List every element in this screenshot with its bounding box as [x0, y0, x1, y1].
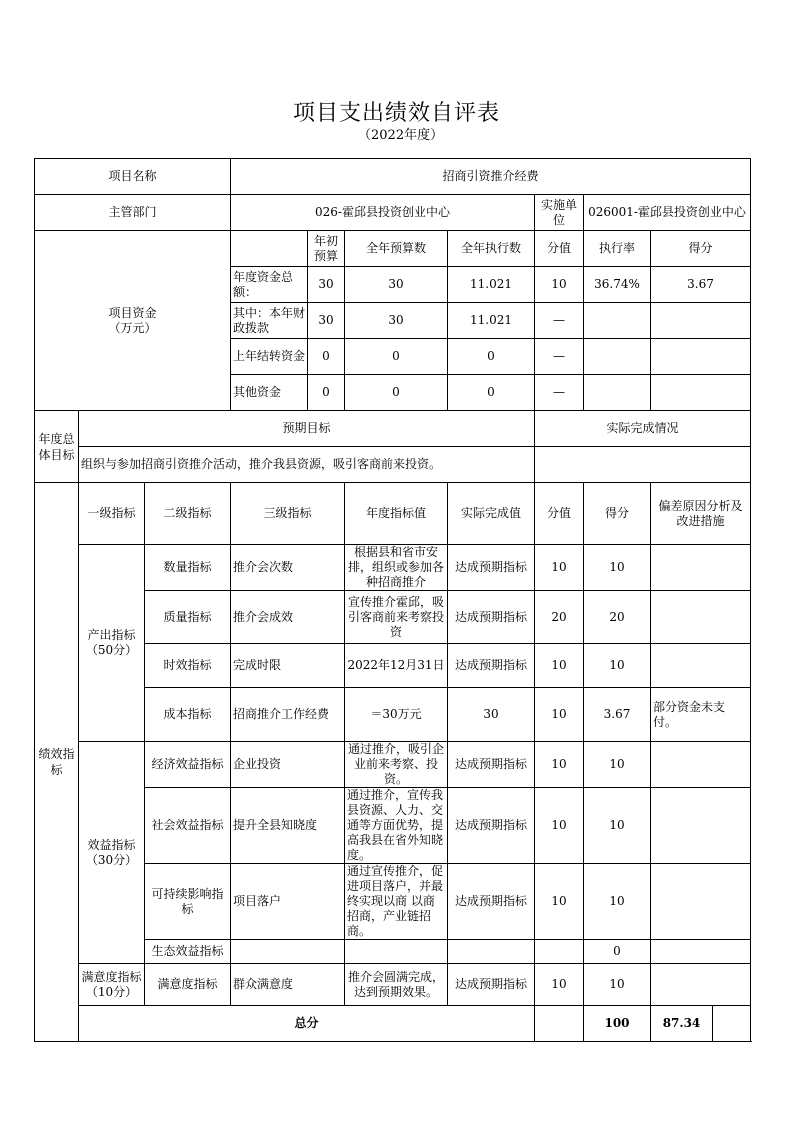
indicator-level2: 满意度指标 — [145, 964, 231, 1006]
perf-label: 绩效指标 — [35, 483, 79, 1042]
indicator-level3: 企业投资 — [231, 742, 345, 788]
output-group-label: 产出指标（50分） — [79, 545, 145, 742]
funds-header-annual: 全年预算数 — [345, 231, 448, 267]
goals-expected-label: 预期目标 — [79, 411, 535, 447]
perf-header-level2: 二级指标 — [145, 483, 231, 545]
indicator-score: 20 — [584, 591, 651, 644]
indicator-level3: 推介会次数 — [231, 545, 345, 591]
funds-row-initial: 30 — [308, 303, 345, 339]
total-score-value: 100 — [584, 1006, 651, 1042]
funds-row-score-value: — — [535, 303, 584, 339]
funds-row-annual: 0 — [345, 339, 448, 375]
indicator-score: 10 — [584, 644, 651, 688]
dept-label: 主管部门 — [35, 195, 231, 231]
funds-row-initial: 0 — [308, 375, 345, 411]
perf-header-deviation: 偏差原因分析及改进措施 — [651, 483, 751, 545]
perf-header-score-value: 分值 — [535, 483, 584, 545]
indicator-score-value: 10 — [535, 788, 584, 864]
indicator-score: 3.67 — [584, 688, 651, 742]
indicator-level3: 项目落户 — [231, 864, 345, 940]
indicator-score-value: 10 — [535, 545, 584, 591]
funds-row-executed: 0 — [448, 375, 535, 411]
perf-header-level3: 三级指标 — [231, 483, 345, 545]
perf-header-target: 年度指标值 — [345, 483, 448, 545]
perf-header-level1: 一级指标 — [79, 483, 145, 545]
indicator-deviation — [651, 591, 751, 644]
indicator-level3: 招商推介工作经费 — [231, 688, 345, 742]
funds-row-executed: 11.021 — [448, 267, 535, 303]
funds-row-executed: 11.021 — [448, 303, 535, 339]
indicator-target: 宣传推介霍邱，吸引客商前来考察投资 — [345, 591, 448, 644]
indicator-level2: 数量指标 — [145, 545, 231, 591]
indicator-score: 10 — [584, 788, 651, 864]
total-score: 87.34 — [651, 1006, 713, 1042]
indicator-deviation: 部分资金未支付。 — [651, 688, 751, 742]
indicator-deviation — [651, 864, 751, 940]
funds-label — [35, 231, 231, 411]
funds-header-score: 得分 — [651, 231, 751, 267]
indicator-level3: 推介会成效 — [231, 591, 345, 644]
indicator-deviation — [651, 788, 751, 864]
indicator-actual: 达成预期指标 — [448, 864, 535, 940]
indicator-level3 — [231, 940, 345, 964]
indicator-actual: 达成预期指标 — [448, 964, 535, 1006]
total-actual-blank — [535, 1006, 584, 1042]
funds-row-rate: 36.74% — [584, 267, 651, 303]
indicator-level2: 时效指标 — [145, 644, 231, 688]
indicator-score-value: 10 — [535, 688, 584, 742]
funds-header-executed: 全年执行数 — [448, 231, 535, 267]
self-evaluation-table — [34, 158, 751, 1042]
funds-row-rate — [584, 375, 651, 411]
indicator-target: 推介会圆满完成，达到预期效果。 — [345, 964, 448, 1006]
indicator-score: 0 — [584, 940, 651, 964]
indicator-level3: 提升全县知晓度 — [231, 788, 345, 864]
indicator-score-value: 10 — [535, 964, 584, 1006]
funds-row-initial: 0 — [308, 339, 345, 375]
funds-row-score — [651, 375, 751, 411]
goals-actual-text — [535, 447, 751, 483]
indicator-level2: 成本指标 — [145, 688, 231, 742]
indicator-target: 2022年12月31日 — [345, 644, 448, 688]
funds-row-annual: 30 — [345, 303, 448, 339]
indicator-score: 10 — [584, 864, 651, 940]
funds-label-text: 项目资金 — [108, 305, 157, 320]
impl-label: 实施单位 — [535, 195, 584, 231]
indicator-level3: 群众满意度 — [231, 964, 345, 1006]
total-label: 总分 — [79, 1006, 535, 1042]
impl-value: 026001-霍邱县投资创业中心 — [584, 195, 751, 231]
funds-header-rate: 执行率 — [584, 231, 651, 267]
satisfaction-group-label: 满意度指标（10分） — [79, 964, 145, 1006]
indicator-score: 10 — [584, 545, 651, 591]
indicator-score: 10 — [584, 964, 651, 1006]
page-subtitle: （2022年度） — [358, 128, 444, 143]
funds-row-score — [651, 339, 751, 375]
indicator-level2: 社会效益指标 — [145, 788, 231, 864]
page-title: 项目支出绩效自评表 — [292, 101, 500, 126]
funds-row-name: 年度资金总额： — [231, 267, 308, 303]
indicator-actual: 达成预期指标 — [448, 788, 535, 864]
indicator-level2: 可持续影响指标 — [145, 864, 231, 940]
indicator-target: 通过宣传推介，促进项目落户，并最终实现以商 以商招商，产业链招商。 — [345, 864, 448, 940]
indicator-target — [345, 940, 448, 964]
funds-header-initial: 年初预算 — [308, 231, 345, 267]
perf-header-score: 得分 — [584, 483, 651, 545]
funds-header-blank — [231, 231, 308, 267]
indicator-deviation — [651, 964, 751, 1006]
indicator-deviation — [651, 742, 751, 788]
indicator-actual: 达成预期指标 — [448, 591, 535, 644]
indicator-score: 10 — [584, 742, 651, 788]
funds-row-score-value: — — [535, 339, 584, 375]
perf-header-actual: 实际完成值 — [448, 483, 535, 545]
benefit-group-label: 效益指标（30分） — [79, 742, 145, 964]
funds-unit-text: （万元） — [108, 320, 157, 335]
total-deviation-blank — [713, 1006, 751, 1042]
funds-row-name: 其中：本年财政拨款 — [231, 303, 308, 339]
indicator-score-value: 10 — [535, 742, 584, 788]
indicator-level3: 完成时限 — [231, 644, 345, 688]
funds-row-score-value: 10 — [535, 267, 584, 303]
funds-row-annual: 0 — [345, 375, 448, 411]
indicator-target: 根据县和省市安排，组织或参加各种招商推介 — [345, 545, 448, 591]
goals-expected-text: 组织与参加招商引资推介活动，推介我县资源，吸引客商前来投资。 — [79, 447, 535, 483]
funds-row-name: 其他资金 — [231, 375, 308, 411]
funds-row-rate — [584, 339, 651, 375]
indicator-actual: 达成预期指标 — [448, 644, 535, 688]
indicator-deviation — [651, 644, 751, 688]
funds-row-initial: 30 — [308, 267, 345, 303]
project-name-label: 项目名称 — [35, 159, 231, 195]
indicator-level2: 生态效益指标 — [145, 940, 231, 964]
indicator-deviation — [651, 545, 751, 591]
indicator-score-value: 10 — [535, 864, 584, 940]
funds-row-score-value: — — [535, 375, 584, 411]
funds-row-score — [651, 303, 751, 339]
funds-row-name: 上年结转资金 — [231, 339, 308, 375]
indicator-score-value — [535, 940, 584, 964]
indicator-target: ＝30万元 — [345, 688, 448, 742]
indicator-score-value: 20 — [535, 591, 584, 644]
goals-actual-label: 实际完成情况 — [535, 411, 751, 447]
indicator-level2: 质量指标 — [145, 591, 231, 644]
indicator-target: 通过推介，宣传我县资源、人力、交通等方面优势，提高我县在省外知晓度。 — [345, 788, 448, 864]
indicator-deviation — [651, 940, 751, 964]
goals-label: 年度总体目标 — [35, 411, 79, 483]
funds-row-rate — [584, 303, 651, 339]
funds-row-executed: 0 — [448, 339, 535, 375]
indicator-actual: 达成预期指标 — [448, 545, 535, 591]
indicator-actual: 达成预期指标 — [448, 742, 535, 788]
dept-value: 026-霍邱县投资创业中心 — [231, 195, 535, 231]
indicator-target: 通过推介，吸引企业前来考察、投资。 — [345, 742, 448, 788]
indicator-score-value: 10 — [535, 644, 584, 688]
funds-row-annual: 30 — [345, 267, 448, 303]
indicator-actual — [448, 940, 535, 964]
indicator-level2: 经济效益指标 — [145, 742, 231, 788]
funds-header-score-value: 分值 — [535, 231, 584, 267]
project-name-value: 招商引资推介经费 — [231, 159, 751, 195]
indicator-actual: 30 — [448, 688, 535, 742]
funds-row-score: 3.67 — [651, 267, 751, 303]
